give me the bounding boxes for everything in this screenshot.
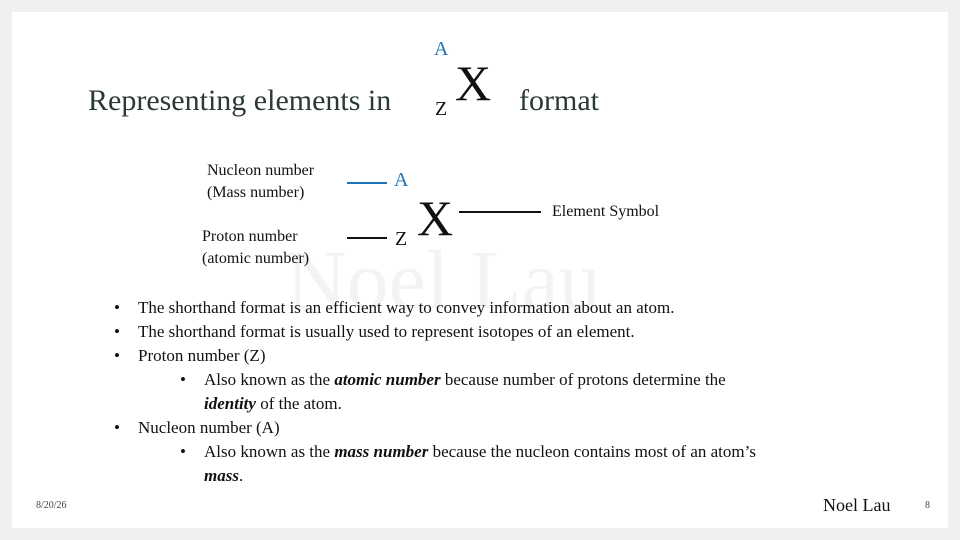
sub-bullet-item: • Also known as the atomic number because number of protons determine the identity of the atom. [180, 370, 726, 413]
footer-date: 8/20/26 [36, 500, 67, 511]
bullet-item: • Proton number (Z) • Also known as the atomic number because number of protons determine the identity of the atom. [108, 344, 828, 416]
sub-bullet-item: • Also known as the mass number because the nucleon contains most of an atom’s mass. [180, 442, 756, 485]
proton-pointer-line [347, 237, 387, 239]
sub-bullet-list [138, 440, 828, 488]
proton-label-line1: Proton number [202, 228, 298, 245]
footer-author: Noel Lau [823, 495, 891, 515]
diagram-element-symbol: X [417, 190, 454, 246]
title-element-symbol: X [455, 55, 492, 111]
sub-bullet-list [138, 368, 828, 416]
symbol-pointer-line [459, 211, 541, 213]
nucleon-label-line2: (Mass number) [207, 184, 305, 201]
title-format-word: format [519, 84, 599, 117]
slide [12, 12, 948, 528]
slide-title: Representing elements in [88, 84, 392, 117]
proton-label [202, 226, 309, 270]
proton-label-line2: (atomic number) [202, 250, 310, 267]
bullet-item: • The shorthand format is usually used to represent isotopes of an element. [114, 322, 635, 341]
nucleon-label [207, 160, 314, 204]
nucleon-label-line1: Nucleon number [207, 162, 315, 179]
bullet-list [108, 296, 828, 488]
title-proton-number: Z [435, 98, 448, 120]
bullet-item: • Nucleon number (A) • Also known as the mass number because the nucleon contains most of an atom’s mass. [108, 416, 828, 488]
element-symbol-label: Element Symbol [552, 203, 660, 220]
diagram-mass-number: A [394, 169, 409, 191]
nucleon-pointer-line [347, 182, 387, 184]
diagram-proton-number: Z [395, 228, 408, 250]
page-number: 8 [925, 500, 930, 511]
title-mass-number: A [434, 38, 449, 60]
bullet-item: • The shorthand format is an efficient way to convey information about an atom. [114, 298, 675, 317]
